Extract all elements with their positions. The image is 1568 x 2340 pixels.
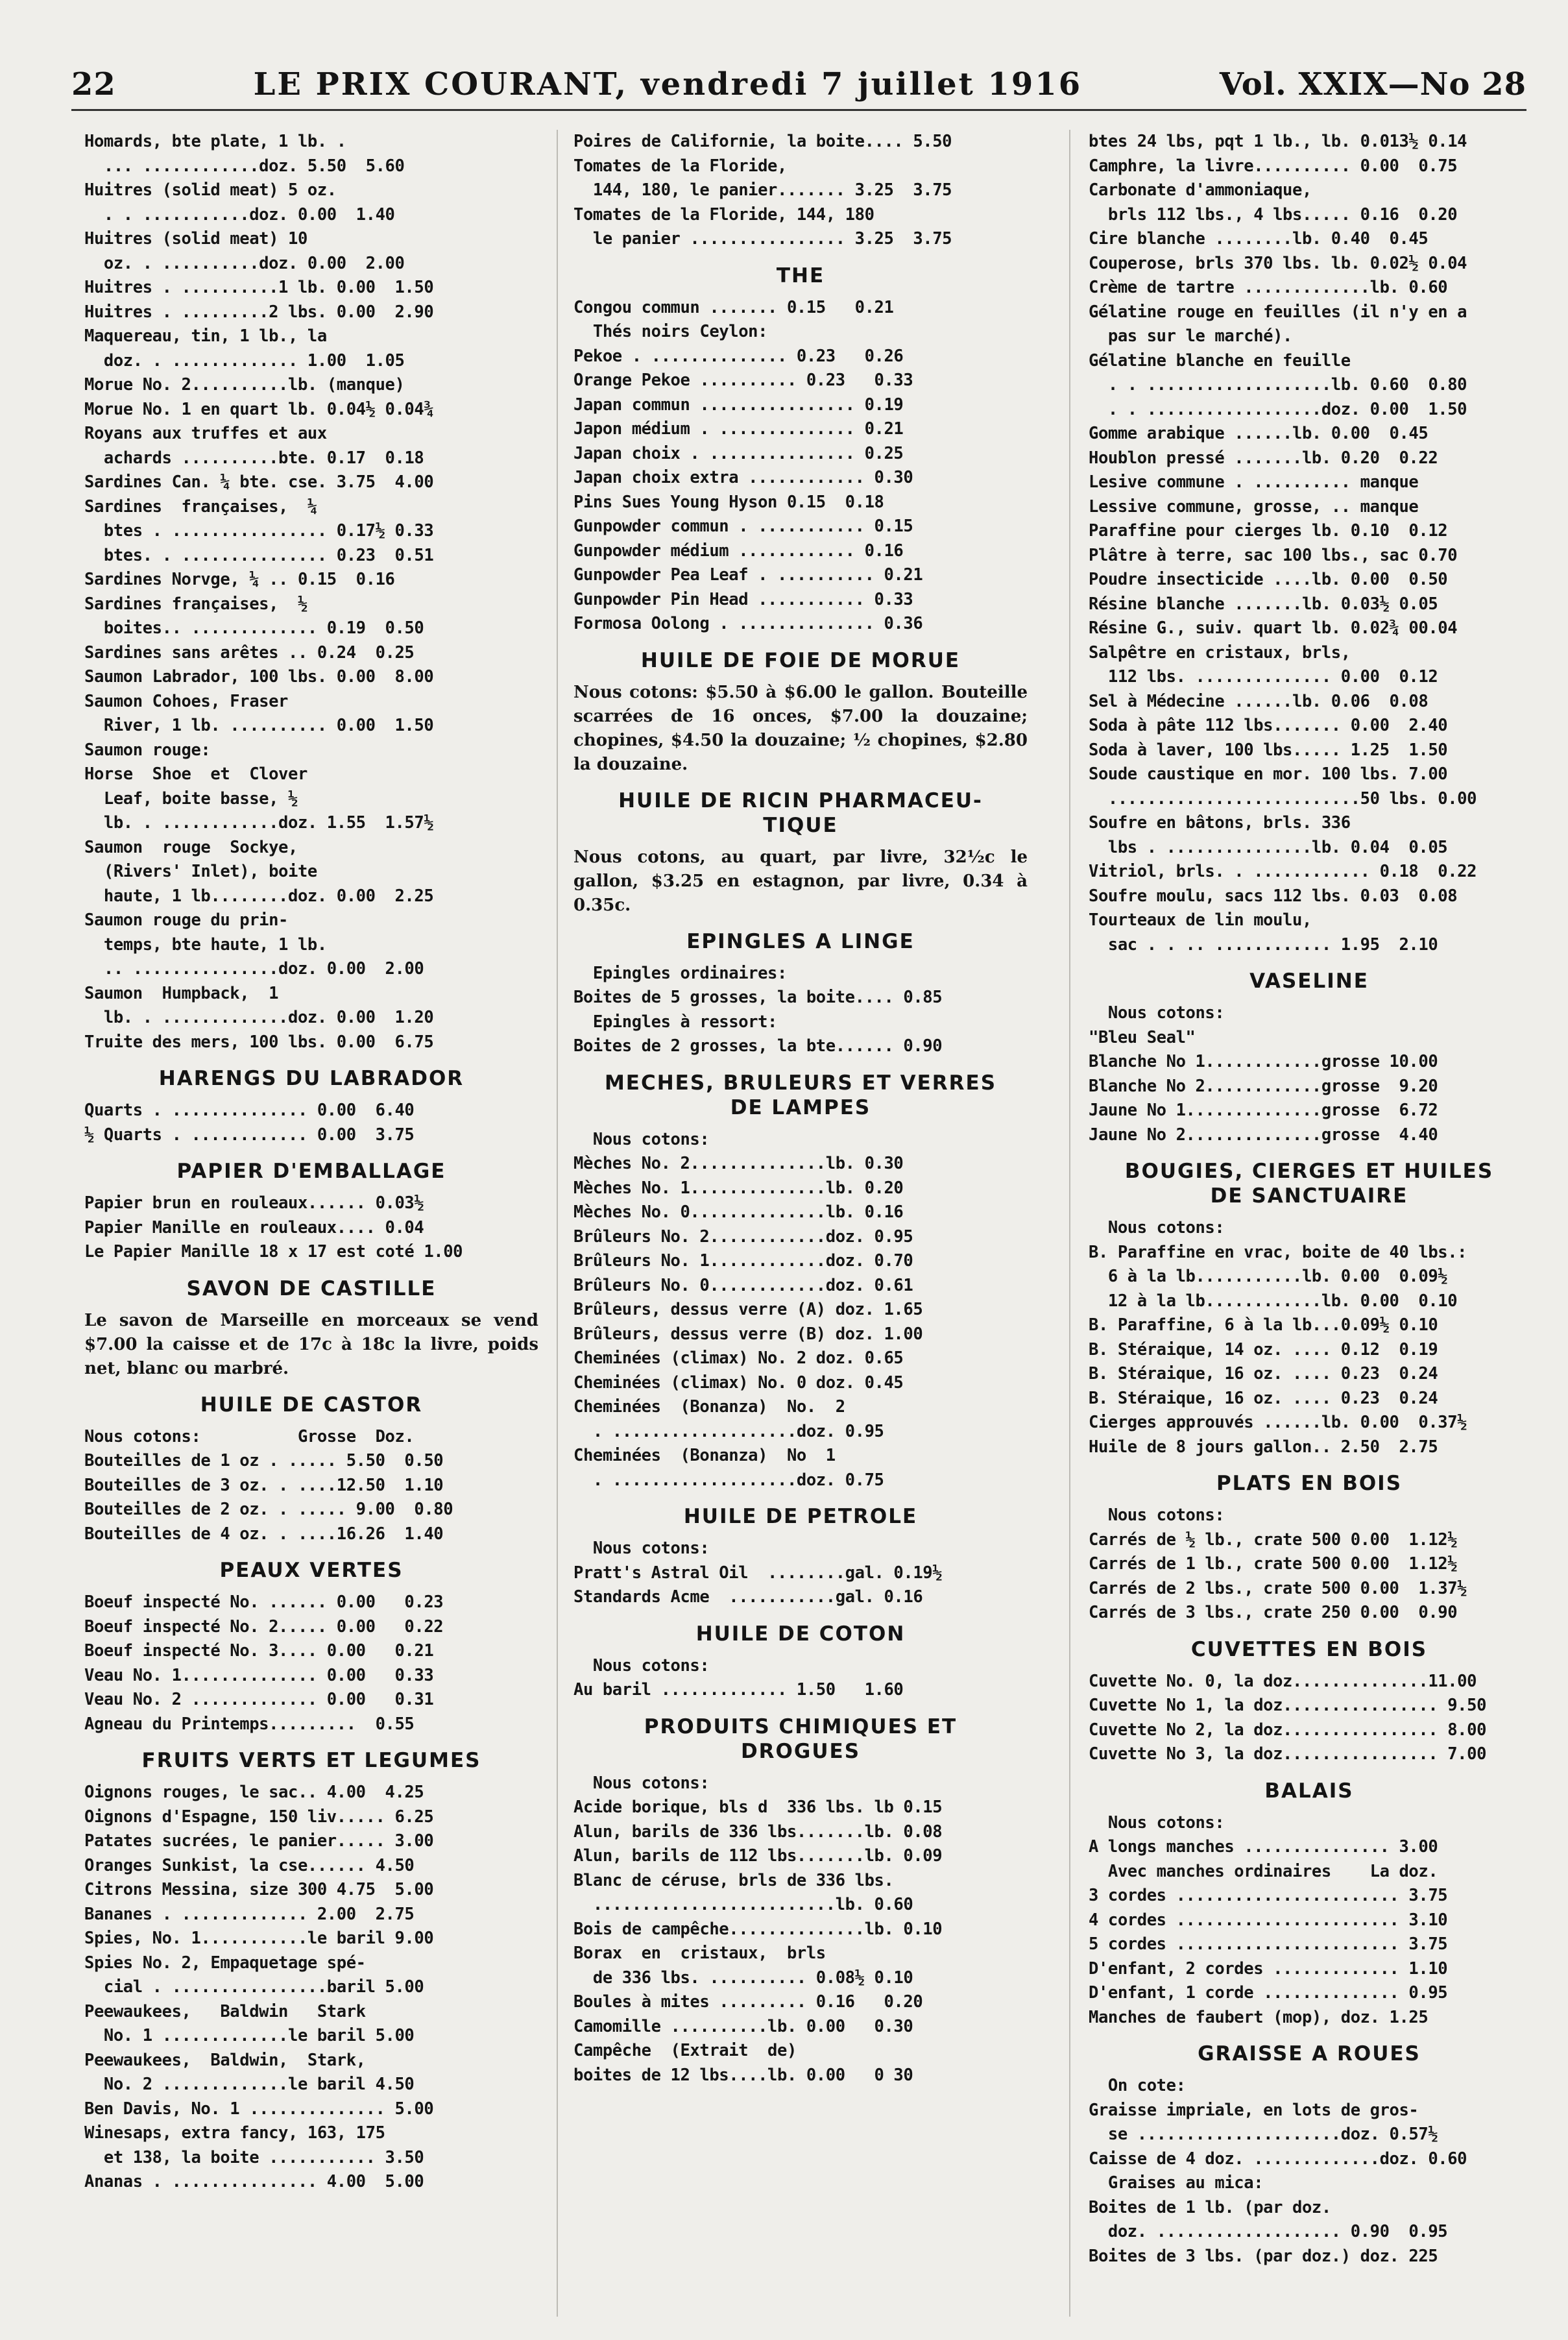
price-line: Cheminées (Bonanza) No 1 bbox=[573, 1446, 836, 1465]
price-line: btes. . ............... 0.23 0.51 bbox=[84, 545, 434, 565]
price-line: Mèches No. 1..............lb. 0.20 bbox=[573, 1178, 904, 1198]
price-line: Carrés de ½ lb., crate 500 0.00 1.12½ bbox=[1089, 1530, 1458, 1550]
price-line: Salpêtre en cristaux, brls, bbox=[1089, 642, 1351, 663]
price-line: Ben Davis, No. 1 .............. 5.00 bbox=[84, 2099, 434, 2119]
price-line: Brûleurs No. 2............doz. 0.95 bbox=[573, 1226, 913, 1247]
price-line: lb. . .............doz. 0.00 1.20 bbox=[84, 1008, 434, 1027]
price-line: . ...................doz. 0.95 bbox=[573, 1421, 884, 1441]
price-line: 6 à la lb...........lb. 0.00 0.09½ bbox=[1089, 1267, 1448, 1286]
price-line: Morue No. 1 en quart lb. 0.04½ 0.04¾ bbox=[84, 399, 434, 419]
price-line: Blanche No 2............grosse 9.20 bbox=[1089, 1076, 1438, 1096]
price-line: Boeuf inspecté No. 3.... 0.00 0.21 bbox=[84, 1641, 434, 1661]
section-heading: FRUITS VERTS ET LEGUMES bbox=[141, 1749, 481, 1772]
price-line: Standards Acme ...........gal. 0.16 bbox=[573, 1587, 923, 1607]
price-line: achards ..........bte. 0.17 0.18 bbox=[84, 448, 424, 468]
price-line: Poires de Californie, la boite.... 5.50 bbox=[573, 132, 952, 151]
price-line: Lessive commune, grosse, .. manque bbox=[1089, 496, 1419, 517]
price-line: Sardines sans arêtes .. 0.24 0.25 bbox=[84, 642, 415, 663]
price-line: Camomille ..........lb. 0.00 0.30 bbox=[573, 2016, 913, 2036]
price-line: 12 à la lb............lb. 0.00 0.10 bbox=[1089, 1291, 1458, 1311]
price-line: Carrés de 3 lbs., crate 250 0.00 0.90 bbox=[1089, 1603, 1458, 1622]
price-line: le panier ................ 3.25 3.75 bbox=[573, 229, 952, 249]
price-line: Bouteilles de 3 oz. . ....12.50 1.10 bbox=[84, 1475, 444, 1495]
running-header bbox=[71, 60, 1526, 111]
price-line: Brûleurs, dessus verre (B) doz. 1.00 bbox=[573, 1324, 923, 1344]
price-line: Formosa Oolong . .............. 0.36 bbox=[573, 614, 923, 633]
price-line: D'enfant, 1 corde .............. 0.95 bbox=[1089, 1983, 1448, 2003]
price-line: D'enfant, 2 cordes ............. 1.10 bbox=[1089, 1958, 1448, 1979]
price-line: Quarts . .............. 0.00 6.40 bbox=[84, 1101, 415, 1120]
price-line: Huitres (solid meat) 5 oz. bbox=[84, 180, 337, 200]
price-line: boites de 12 lbs....lb. 0.00 0 30 bbox=[573, 2065, 913, 2085]
price-line: A longs manches ............... 3.00 bbox=[1089, 1837, 1438, 1857]
price-line: Soufre moulu, sacs 112 lbs. 0.03 0.08 bbox=[1089, 886, 1458, 906]
price-line: 112 lbs. .............. 0.00 0.12 bbox=[1089, 667, 1438, 687]
price-line: Couperose, brls 370 lbs. lb. 0.02½ 0.04 bbox=[1089, 253, 1467, 273]
price-line: Tomates de la Floride, bbox=[573, 156, 787, 176]
price-line: Nous cotons: bbox=[573, 1773, 710, 1793]
price-line: B. Stéraique, 16 oz. .... 0.23 0.24 bbox=[1089, 1388, 1438, 1408]
price-line: On cote: bbox=[1089, 2076, 1186, 2095]
price-line: .. ...............doz. 0.00 2.00 bbox=[84, 959, 424, 979]
price-line: Leaf, boite basse, ½ bbox=[84, 788, 298, 809]
price-line: Epingles ordinaires: bbox=[573, 963, 787, 983]
price-line: Sel à Médecine ......lb. 0.06 0.08 bbox=[1089, 691, 1429, 711]
price-line: Homards, bte plate, 1 lb. . bbox=[84, 132, 346, 151]
price-line: No. 2 .............le baril 4.50 bbox=[84, 2075, 415, 2094]
price-line: cial . ................baril 5.00 bbox=[84, 1977, 424, 1997]
price-line: .........................lb. 0.60 bbox=[573, 1895, 913, 1914]
price-line: Camphre, la livre.......... 0.00 0.75 bbox=[1089, 156, 1458, 176]
section-heading: PLATS EN BOIS bbox=[1216, 1472, 1403, 1495]
price-line: Gunpowder médium ............ 0.16 bbox=[573, 541, 904, 561]
price-line: ..........................50 lbs. 0.00 bbox=[1089, 788, 1477, 809]
price-line: Cheminées (climax) No. 2 doz. 0.65 bbox=[573, 1348, 904, 1368]
section-heading: HARENGS DU LABRADOR bbox=[158, 1067, 464, 1090]
price-line: Tourteaux de lin moulu, bbox=[1089, 910, 1312, 930]
price-line: Manches de faubert (mop), doz. 1.25 bbox=[1089, 2007, 1429, 2027]
section-heading: PEAUX VERTES bbox=[219, 1559, 404, 1582]
price-line: Papier brun en rouleaux...... 0.03½ bbox=[84, 1193, 424, 1213]
price-line: Brûleurs No. 1............doz. 0.70 bbox=[573, 1251, 913, 1271]
price-line: Sardines françaises, ¼ bbox=[84, 496, 317, 517]
price-line: btes 24 lbs, pqt 1 lb., lb. 0.013½ 0.14 bbox=[1089, 132, 1467, 151]
price-line: Morue No. 2..........lb. (manque) bbox=[84, 375, 405, 395]
price-line: Nous cotons: bbox=[573, 1539, 710, 1558]
price-line: Borax en cristaux, brls bbox=[573, 1944, 826, 1963]
price-line: Huitres . ..........1 lb. 0.00 1.50 bbox=[84, 278, 434, 297]
price-line: temps, bte haute, 1 lb. bbox=[84, 934, 327, 955]
column-right bbox=[1089, 130, 1530, 2323]
price-line: (Rivers' Inlet), boite bbox=[84, 862, 317, 881]
price-line: Cuvette No. 0, la doz..............11.00 bbox=[1089, 1671, 1477, 1691]
page-number: 22 bbox=[71, 66, 116, 103]
price-line: Royans aux truffes et aux bbox=[84, 424, 327, 443]
price-line: Acide borique, bls d 336 lbs. lb 0.15 bbox=[573, 1798, 943, 1817]
price-line: Carrés de 1 lb., crate 500 0.00 1.12½ bbox=[1089, 1554, 1458, 1574]
price-line: Carrés de 2 lbs., crate 500 0.00 1.37½ bbox=[1089, 1578, 1467, 1598]
section-heading: HUILE DE PETROLE bbox=[683, 1505, 918, 1528]
price-line: Gélatine rouge en feuilles (il n'y en a bbox=[1089, 302, 1467, 322]
price-line: Saumon rouge: bbox=[84, 740, 211, 760]
price-line: Soda à laver, 100 lbs..... 1.25 1.50 bbox=[1089, 740, 1448, 760]
price-line: Cuvette No 1, la doz................ 9.50 bbox=[1089, 1696, 1487, 1715]
price-line: doz. . ............. 1.00 1.05 bbox=[84, 350, 405, 371]
price-line: Huitres (solid meat) 10 bbox=[84, 229, 308, 249]
section-heading: THE bbox=[776, 263, 825, 287]
price-line: . . ..................doz. 0.00 1.50 bbox=[1089, 399, 1467, 419]
price-line: Mèches No. 0..............lb. 0.16 bbox=[573, 1202, 904, 1222]
price-line: Winesaps, extra fancy, 163, 175 bbox=[84, 2123, 385, 2143]
price-line: se .....................doz. 0.57½ bbox=[1089, 2125, 1438, 2144]
price-line: boites.. ............. 0.19 0.50 bbox=[84, 618, 424, 638]
volume-number: Vol. XXIX—No 28 bbox=[1219, 66, 1526, 103]
price-line: doz. ................... 0.90 0.95 bbox=[1089, 2222, 1448, 2241]
price-line: Soufre en bâtons, brls. 336 bbox=[1089, 813, 1351, 833]
price-line: Saumon Labrador, 100 lbs. 0.00 8.00 bbox=[84, 667, 434, 687]
price-line: Peewaukees, Baldwin Stark bbox=[84, 2001, 366, 2021]
price-line: 4 cordes ....................... 3.10 bbox=[1089, 1910, 1448, 1930]
price-line: River, 1 lb. .......... 0.00 1.50 bbox=[84, 716, 434, 735]
price-line: Brûleurs, dessus verre (A) doz. 1.65 bbox=[573, 1300, 923, 1319]
price-line: Japan commun ................ 0.19 bbox=[573, 395, 904, 415]
price-line: Crème de tartre .............lb. 0.60 bbox=[1089, 278, 1448, 297]
price-line: Nous cotons: bbox=[1089, 1812, 1225, 1833]
seafood-list bbox=[84, 130, 538, 1054]
price-line: Au baril ............. 1.50 1.60 bbox=[573, 1680, 904, 1700]
price-line: Pratt's Astral Oil ........gal. 0.19½ bbox=[573, 1563, 943, 1583]
price-line: haute, 1 lb........doz. 0.00 2.25 bbox=[84, 886, 434, 906]
price-line: Truite des mers, 100 lbs. 0.00 6.75 bbox=[84, 1032, 434, 1052]
price-line: Gomme arabique ......lb. 0.00 0.45 bbox=[1089, 424, 1429, 443]
price-line: Nous cotons: bbox=[1089, 1003, 1225, 1023]
price-line: Campêche (Extrait de) bbox=[573, 2041, 797, 2060]
price-line: Tomates de la Floride, 144, 180 bbox=[573, 204, 874, 225]
price-line: de 336 lbs. .......... 0.08½ 0.10 bbox=[573, 1968, 913, 1988]
price-line: . . ...........doz. 0.00 1.40 bbox=[84, 204, 395, 225]
price-line: Paraffine pour cierges lb. 0.10 0.12 bbox=[1089, 521, 1448, 541]
price-line: 3 cordes ....................... 3.75 bbox=[1089, 1886, 1448, 1905]
price-line: Oignons rouges, le sac.. 4.00 4.25 bbox=[84, 1783, 424, 1802]
price-line: Gunpowder Pin Head ........... 0.33 bbox=[573, 589, 913, 609]
price-line: Patates sucrées, le panier..... 3.00 bbox=[84, 1831, 434, 1851]
price-line: Bouteilles de 2 oz. . ..... 9.00 0.80 bbox=[84, 1500, 453, 1519]
price-line: brls 112 lbs., 4 lbs..... 0.16 0.20 bbox=[1089, 204, 1458, 225]
price-line: Nous cotons: bbox=[1089, 1505, 1225, 1525]
column-left bbox=[84, 130, 538, 2323]
column-rule bbox=[1069, 130, 1070, 2317]
section-paragraph: Le savon de Marseille en morceaux se vend $7.00 la caisse et de 17c à 18c la livre, poids net, blanc ou marbré. bbox=[84, 1310, 538, 1378]
section-heading: MECHES, BRULEURS ET VERRES DE LAMPES bbox=[604, 1071, 997, 1119]
price-line: B. Stéraique, 16 oz. .... 0.23 0.24 bbox=[1089, 1364, 1438, 1383]
price-line: Cierges approuvés ......lb. 0.00 0.37½ bbox=[1089, 1413, 1467, 1432]
price-line: Huile de 8 jours gallon.. 2.50 2.75 bbox=[1089, 1437, 1438, 1457]
section-heading: HUILE DE RICIN PHARMACEU- TIQUE bbox=[618, 788, 983, 837]
price-line: Pins Sues Young Hyson 0.15 0.18 bbox=[573, 492, 884, 512]
price-line: B. Paraffine, 6 à la lb...0.09½ 0.10 bbox=[1089, 1315, 1438, 1335]
price-line: Peewaukees, Baldwin, Stark, bbox=[84, 2050, 366, 2070]
price-line: Thés noirs Ceylon: bbox=[573, 322, 768, 341]
price-line: Poudre insecticide ....lb. 0.00 0.50 bbox=[1089, 570, 1448, 589]
price-line: Blanche No 1............grosse 10.00 bbox=[1089, 1052, 1438, 1071]
price-line: Cuvette No 2, la doz................ 8.00 bbox=[1089, 1720, 1487, 1740]
price-line: Jaune No 1..............grosse 6.72 bbox=[1089, 1101, 1438, 1120]
price-line: Huitres . .........2 lbs. 0.00 2.90 bbox=[84, 302, 434, 322]
price-line: Ananas . ............... 4.00 5.00 bbox=[84, 2172, 424, 2191]
price-line: Caisse de 4 doz. .............doz. 0.60 bbox=[1089, 2149, 1467, 2169]
price-line: Cire blanche ........lb. 0.40 0.45 bbox=[1089, 229, 1429, 249]
price-line: Graisse impriale, en lots de gros- bbox=[1089, 2100, 1419, 2120]
price-line: Oignons d'Espagne, 150 liv..... 6.25 bbox=[84, 1807, 434, 1827]
price-line: Cheminées (Bonanza) No. 2 bbox=[573, 1397, 845, 1417]
price-line: Nous cotons: bbox=[573, 1655, 710, 1676]
price-line: Boites de 3 lbs. (par doz.) doz. 225 bbox=[1089, 2246, 1438, 2266]
price-line: sac . . .. ............ 1.95 2.10 bbox=[1089, 934, 1438, 955]
price-line: Soda à pâte 112 lbs....... 0.00 2.40 bbox=[1089, 716, 1448, 735]
price-line: ... ............doz. 5.50 5.60 bbox=[84, 156, 405, 176]
price-line: Horse Shoe et Clover bbox=[84, 764, 308, 784]
price-line: Cuvette No 3, la doz................ 7.00 bbox=[1089, 1744, 1487, 1764]
price-line: 5 cordes ....................... 3.75 bbox=[1089, 1934, 1448, 1954]
price-line: Citrons Messina, size 300 4.75 5.00 bbox=[84, 1880, 434, 1899]
price-line: Epingles à ressort: bbox=[573, 1012, 777, 1032]
price-line: Saumon Cohoes, Fraser bbox=[84, 691, 288, 711]
price-line: Graises au mica: bbox=[1089, 2173, 1264, 2193]
section-heading: BALAIS bbox=[1264, 1779, 1354, 1803]
price-line: Bois de campêche..............lb. 0.10 bbox=[573, 1919, 943, 1939]
price-line: Boites de 5 grosses, la boite.... 0.85 bbox=[573, 988, 943, 1007]
price-line: Pekoe . .............. 0.23 0.26 bbox=[573, 346, 904, 366]
section-paragraph: Nous cotons: $5.50 à $6.00 le gallon. Bouteille scarrées de 16 onces, $7.00 la douzaine; chopines, $4.50 la douzaine; ½ chopines, $2.80 la douzaine. bbox=[573, 682, 1028, 774]
price-line: Maquereau, tin, 1 lb., la bbox=[84, 326, 327, 346]
section-heading: CUVETTES EN BOIS bbox=[1190, 1637, 1428, 1661]
price-line: Gunpowder Pea Leaf . .......... 0.21 bbox=[573, 565, 923, 585]
price-line: . ...................doz. 0.75 bbox=[573, 1470, 884, 1490]
price-line: Gunpowder commun . ........... 0.15 bbox=[573, 517, 913, 536]
price-line: lbs . ...............lb. 0.04 0.05 bbox=[1089, 837, 1448, 857]
price-line: Alun, barils de 336 lbs.......lb. 0.08 bbox=[573, 1822, 943, 1842]
price-line: Lesive commune . .......... manque bbox=[1089, 472, 1419, 492]
section-heading: PAPIER D'EMBALLAGE bbox=[176, 1160, 446, 1183]
price-line: Houblon pressé .......lb. 0.20 0.22 bbox=[1089, 448, 1438, 468]
section-heading: SAVON DE CASTILLE bbox=[186, 1276, 437, 1300]
price-line: Papier Manille en rouleaux.... 0.04 bbox=[84, 1217, 424, 1237]
price-line: Agneau du Printemps......... 0.55 bbox=[84, 1714, 415, 1734]
price-line: Oranges Sunkist, la cse...... 4.50 bbox=[84, 1855, 415, 1875]
price-line: Orange Pekoe .......... 0.23 0.33 bbox=[573, 371, 913, 390]
section-heading: PRODUITS CHIMIQUES ET DROGUES bbox=[644, 1714, 958, 1763]
price-line: Nous cotons: Grosse Doz. bbox=[84, 1426, 415, 1446]
price-line: . . ...................lb. 0.60 0.80 bbox=[1089, 375, 1467, 395]
price-line: Le Papier Manille 18 x 17 est coté 1.00 bbox=[84, 1242, 463, 1261]
price-line: Bouteilles de 4 oz. . ....16.26 1.40 bbox=[84, 1524, 444, 1544]
price-line: Plâtre à terre, sac 100 lbs., sac 0.70 bbox=[1089, 545, 1458, 565]
journal-title: LE PRIX COURANT, vendredi 7 juillet 1916 bbox=[253, 66, 1083, 103]
price-line: 144, 180, le panier....... 3.25 3.75 bbox=[573, 180, 952, 200]
price-line: Blanc de céruse, brls de 336 lbs. bbox=[573, 1870, 894, 1890]
price-line: Saumon rouge du prin- bbox=[84, 910, 288, 930]
section-heading: VASELINE bbox=[1249, 969, 1369, 993]
price-line: B. Stéraique, 14 oz. .... 0.12 0.19 bbox=[1089, 1339, 1438, 1359]
section-paragraph: Nous cotons, au quart, par livre, 32½c le gallon, $3.25 en estagnon, par livre, 0.34 à 0.35c. bbox=[573, 847, 1028, 915]
price-line: Brûleurs No. 0............doz. 0.61 bbox=[573, 1275, 913, 1295]
price-line: Carbonate d'ammoniaque, bbox=[1089, 180, 1312, 200]
price-line: Japon médium . .............. 0.21 bbox=[573, 419, 904, 439]
price-line: Boeuf inspecté No. ...... 0.00 0.23 bbox=[84, 1592, 444, 1612]
price-line: B. Paraffine en vrac, boite de 40 lbs.: bbox=[1089, 1242, 1467, 1262]
price-line: Mèches No. 2..............lb. 0.30 bbox=[573, 1154, 904, 1173]
price-line: Jaune No 2..............grosse 4.40 bbox=[1089, 1125, 1438, 1145]
price-line: Vitriol, brls. . ............ 0.18 0.22 bbox=[1089, 862, 1477, 881]
section-heading: BOUGIES, CIERGES ET HUILES DE SANCTUAIRE bbox=[1124, 1160, 1494, 1208]
price-line: Cheminées (climax) No. 0 doz. 0.45 bbox=[573, 1372, 904, 1393]
price-line: Bouteilles de 1 oz . ..... 5.50 0.50 bbox=[84, 1451, 444, 1470]
price-line: Résine G., suiv. quart lb. 0.02¾ 00.04 bbox=[1089, 618, 1458, 638]
price-line: et 138, la boite ........... 3.50 bbox=[84, 2147, 424, 2167]
price-line: Sardines Can. ¼ bte. cse. 3.75 4.00 bbox=[84, 472, 434, 492]
price-line: ½ Quarts . ............ 0.00 3.75 bbox=[84, 1125, 415, 1145]
price-line: oz. . ..........doz. 0.00 2.00 bbox=[84, 253, 405, 273]
price-line: Veau No. 1.............. 0.00 0.33 bbox=[84, 1665, 434, 1685]
price-line: Sardines Norvge, ¼ .. 0.15 0.16 bbox=[84, 570, 395, 589]
price-line: Japan choix extra ............ 0.30 bbox=[573, 468, 913, 487]
column-middle bbox=[573, 130, 1028, 2323]
section-heading: HUILE DE COTON bbox=[695, 1622, 906, 1646]
price-line: "Bleu Seal" bbox=[1089, 1027, 1196, 1047]
price-line: Boeuf inspecté No. 2..... 0.00 0.22 bbox=[84, 1616, 444, 1637]
column-rule bbox=[557, 130, 558, 2317]
price-line: Gélatine blanche en feuille bbox=[1089, 350, 1351, 371]
section-heading: GRAISSE A ROUES bbox=[1198, 2042, 1421, 2066]
price-line: Boites de 1 lb. (par doz. bbox=[1089, 2197, 1331, 2217]
price-line: No. 1 .............le baril 5.00 bbox=[84, 2026, 415, 2045]
price-line: Boules à mites ......... 0.16 0.20 bbox=[573, 1992, 923, 2012]
price-line: Sardines françaises, ½ bbox=[84, 594, 308, 614]
section-heading: HUILE DE CASTOR bbox=[200, 1393, 423, 1417]
price-line: Nous cotons: bbox=[1089, 1218, 1225, 1237]
price-line: Résine blanche .......lb. 0.03½ 0.05 bbox=[1089, 594, 1438, 614]
price-line: Spies No. 2, Empaquetage spé- bbox=[84, 1953, 366, 1973]
price-line: Alun, barils de 112 lbs.......lb. 0.09 bbox=[573, 1846, 943, 1866]
price-line: Saumon Humpback, 1 bbox=[84, 983, 279, 1003]
price-line: Congou commun ....... 0.15 0.21 bbox=[573, 297, 894, 317]
price-line: Bananes . ............. 2.00 2.75 bbox=[84, 1904, 415, 1924]
price-line: Veau No. 2 ............. 0.00 0.31 bbox=[84, 1690, 434, 1709]
price-line: Japan choix . ............... 0.25 bbox=[573, 443, 904, 463]
price-line: Spies, No. 1...........le baril 9.00 bbox=[84, 1929, 434, 1948]
price-line: pas sur le marché). bbox=[1089, 326, 1292, 346]
price-line: Saumon rouge Sockye, bbox=[84, 837, 298, 857]
section-heading: EPINGLES A LINGE bbox=[686, 929, 915, 953]
price-line: Boites de 2 grosses, la bte...... 0.90 bbox=[573, 1036, 943, 1056]
price-line: Soude caustique en mor. 100 lbs. 7.00 bbox=[1089, 764, 1448, 784]
price-line: Nous cotons: bbox=[573, 1129, 710, 1149]
price-line: Avec manches ordinaires La doz. bbox=[1089, 1861, 1438, 1881]
price-line: lb. . ............doz. 1.55 1.57½ bbox=[84, 813, 434, 833]
section-heading: HUILE DE FOIE DE MORUE bbox=[640, 648, 961, 672]
price-line: btes . ................ 0.17½ 0.33 bbox=[84, 521, 434, 541]
